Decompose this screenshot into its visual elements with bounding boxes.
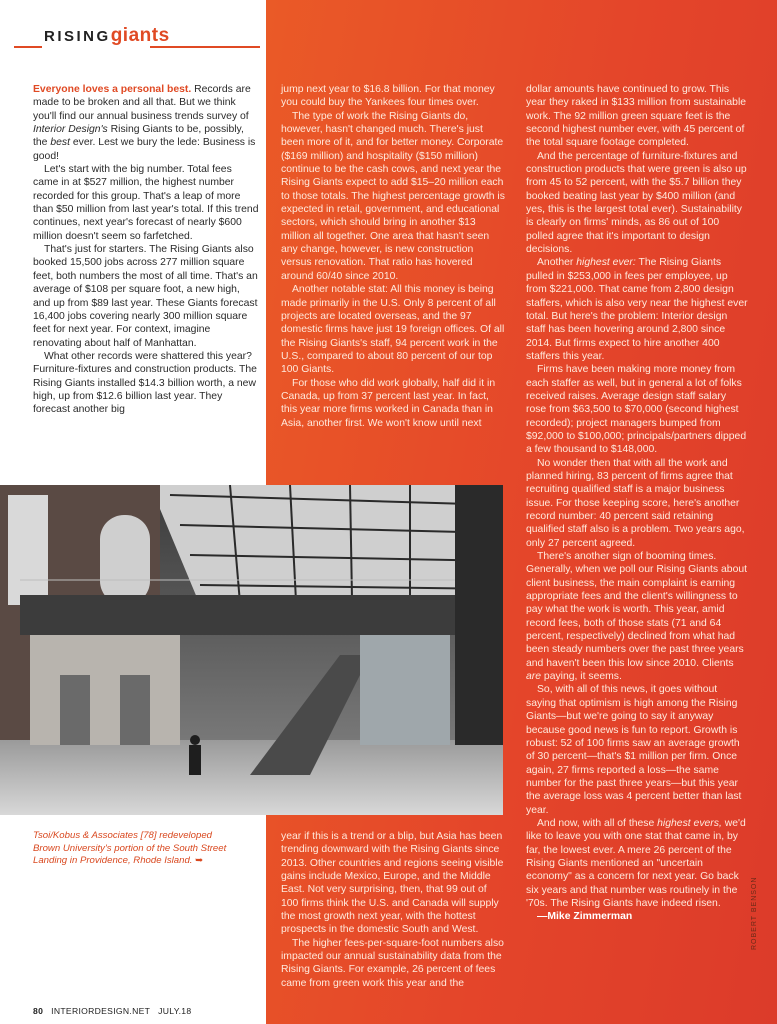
signature: —Mike Zimmerman [537,911,633,923]
col3-paragraph-4: Firms have been making more money from each staffer as well, but in general a lot of folks received raises. Average design staff salary rose from $63,500 to $70,000 (second highest recorded); project managers bumped from $92,000 to $100,000; principals/partners dipped a few thousand to $148,000. [526,364,747,456]
photo-caption: Tsoi/Kobus & Associates [78] redeveloped Brown University's portion of the South Street Landing in Providence, Rhode Island. ➥ [33,830,227,867]
col2-paragraph-1: jump next year to $16.8 billion. For that money you could buy the Yankees four times over. [281,84,495,109]
photo-credit: ROBERT BENSON [751,876,758,950]
footer-issue: JULY.18 [158,1006,192,1016]
header-rising: RISING [44,28,111,45]
column-1 [33,83,259,417]
col1-paragraph-2: Let's start with the big number. Total fees came in at $527 million, the highest number recorded for this group. That's a leap of more than $50 million from last year's total. If this trend continues, next year's forecast of nearly $600 million doesn't seem so farfetched. [33,164,259,242]
col2-paragraph-4: For those who did work globally, half did it in Canada, up from 37 percent last year. In fact, this year more firms worked in Canada than in Asia, another first. We won't know until next [281,377,496,429]
col2-paragraph-3: Another notable stat: All this money is being made primarily in the U.S. Only 8 percent of all projects are located overseas, and the 97 domestic firms have just 19 foreign offices. Of all the Rising Giants's staff, 94 percent work in the U.S., compared to about 80 percent of our top 100 Giants. [281,284,505,376]
col3-paragraph-7: So, with all of this news, it goes without saying that optimism is high among the Rising Giants—but we're going to say it anyway because good news is fun to report. Growth is robust: 52 of 100 firms saw an average growth of 30 percent—that's $1 million per firm. Once again, 27 firms reported a loss—the same number for the past three years—but this year the average loss was 4 percent better than last year. [526,684,742,816]
col2b-paragraph-2: The higher fees-per-square-foot numbers also impacted our annual sustainability data from the Rising Giants. For example, 26 percent of fees came from green work this year and the [281,937,504,989]
page-footer [33,1006,191,1016]
col3-paragraph-3: Another highest ever: The Rising Giants pulled in $253,000 in fees per employee, up from $221,000. That came from 2,800 design staffers, which is also very near the highest ever total. But here's the problem: Interior design staff has been hovering around 2,800 since 2014. But firms expect to hire another 400 staffers this year. [526,257,748,362]
section-header [44,25,170,47]
header-rule-left [14,46,42,48]
col1-paragraph-3: That's just for starters. The Rising Giants also booked 15,500 jobs across 277 million square feet, both numbers the most of all time. That's an average of $108 per square foot, a new high, and up from $89 last year. These Giants forecast 16,400 jobs covering nearly 300 million square feet for next year. For context, imagine renovating about half of Manhattan. [33,244,258,349]
arrow-icon: ➥ [195,855,204,867]
col2-paragraph-2: The type of work the Rising Giants do, however, hasn't changed much. There's just been more of it, and for better money. Corporate ($169 million) and hospitality ($150 million) continue to be the cash cows, and next year the Rising Giants expect to add $15–20 million each to those totals. The highest percentage growth is expected in retail, government, and educational sectors, which should bring in another $13 million all together. One area that hasn't seen any change, however, is new construction versus renovation. That ratio has hovered around 60/40 since 2010. [281,110,505,282]
col3-paragraph-1: dollar amounts have continued to grow. This year they raked in $133 million from sustainable work. The 92 million green square feet is the second highest number ever, with 45 percent of the total square footage completed. [526,84,747,149]
column-2-continued [281,830,505,990]
col3-paragraph-6: There's another sign of booming times. Generally, when we poll our Rising Giants about client business, the main complaint is earning appropriate fees and the client's willingness to pay what the work is worth. This year, amid record fees, both of those stats (71 and 64 percent, respectively) declined from what had been steady numbers over the past three years and haven't been this low since 2010. Clients are paying, it seems. [526,551,748,683]
atrium-photo [0,485,503,815]
col1-paragraph-4: What other records were shattered this year? Furniture-fixtures and construction products. The Rising Giants installed $14.3 billion worth, a new high, up from $12.6 billion last year. They forecast another big [33,350,257,416]
col2b-paragraph-1: year if this is a trend or a blip, but Asia has been trending downward with the Rising Giants since 2013. Other countries and regions seeing visible gains include Mexico, Europe, and the Middle East. Not very surprising, then, that 99 out of 100 firms think the U.S. and Canada will supply the most growth next year, with the hottest prospects in the domestic South and West. [281,831,504,936]
atrium-photo-icon [0,485,503,815]
col3-paragraph-8: And now, with all of these highest evers, we'd like to leave you with one stat that came in, by far, the lowest ever. A mere 26 percent of the Rising Giants mentioned an "uncertain economy" as a concern for next year. Go back six years and that number was routinely in the '70s. The Rising Giants have indeed risen. [526,817,746,909]
column-2 [281,83,505,430]
col1-paragraph-1: Everyone loves a personal best. Records are made to be broken and all that. But we think you'll find our annual business trends survey of Interior Design's Rising Giants to be, possibly, the best ever. Lest we bury the lede: Business is good! [33,84,256,162]
page-number: 80 [33,1006,44,1016]
column-3 [526,83,748,924]
lead-in: Everyone loves a personal best. [33,84,192,95]
col3-paragraph-5: No wonder then that with all the work and planned hiring, 83 percent of firms agree that recruiting qualified staff is a major business issue. For those keeping score, here's another record number: 40 percent said retaining qualified staff also is a problem. Two years ago, only 27 percent agreed. [526,457,745,549]
col3-paragraph-2: And the percentage of furniture-fixtures and construction products that were green is also up from 45 to 52 percent, with the $5.7 billion they booked beating last year by $400 million (and yes, this is the largest total ever). Sustainability is clearly on firms' minds, as 86 out of 100 polled agree that it's important to design decisions. [526,150,747,256]
footer-site: INTERIORDESIGN.NET [51,1006,151,1016]
header-giants: giants [110,25,170,46]
